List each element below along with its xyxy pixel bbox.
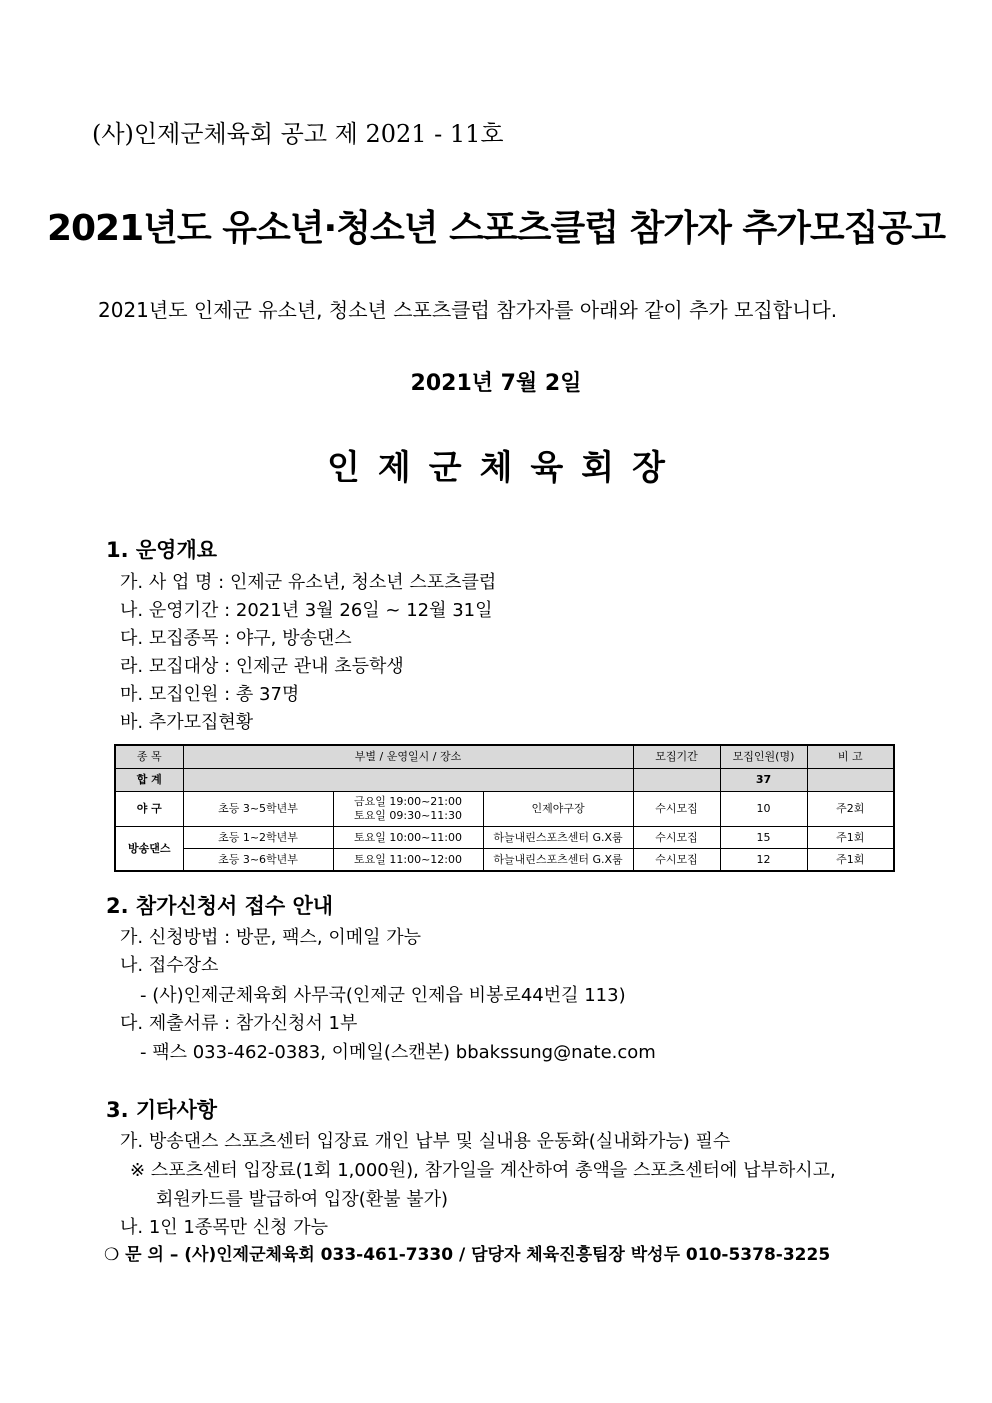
note: 주1회 [807, 849, 894, 872]
intro-text: 2021년도 인제군 유소년, 청소년 스포츠클럽 참가자를 아래와 같이 추가 모집합니다. [98, 298, 838, 322]
count: 10 [720, 792, 807, 827]
overview-item-status: 바. 추가모집현황 [120, 712, 254, 733]
apply-docs: 다. 제출서류 : 참가신청서 1부 [120, 1013, 358, 1034]
notice-number: (사)인제군체육회 공고 제 2021 - 11호 [92, 120, 504, 148]
table-row [115, 792, 894, 827]
overview-item-sports: 다. 모집종목 : 야구, 방송댄스 [120, 628, 352, 649]
period: 수시모집 [633, 827, 720, 849]
apply-place: - (사)인제군체육회 사무국(인제군 인제읍 비봉로44번길 113) [140, 985, 626, 1006]
overview-item-period: 나. 운영기간 : 2021년 3월 26일 ~ 12월 31일 [120, 600, 493, 621]
misc-note-line1: ※ 스포츠센터 입장료(1회 1,000원), 참가일을 계산하여 총액을 스포츠센터에 납부하시고, [130, 1160, 836, 1181]
total-period-blank [633, 769, 720, 792]
note: 주2회 [807, 792, 894, 827]
note: 주1회 [807, 827, 894, 849]
schedule: 토요일 11:00~12:00 [333, 849, 483, 872]
total-blank [183, 769, 633, 792]
schedule [333, 792, 483, 827]
page-title: 2021년도 유소년·청소년 스포츠클럽 참가자 추가모집공고 [46, 208, 946, 249]
division: 초등 3~5학년부 [183, 792, 333, 827]
header-note: 비 고 [807, 745, 894, 769]
section1-heading: 1. 운영개요 [106, 538, 218, 562]
count: 15 [720, 827, 807, 849]
header-division: 부별 / 운영일시 / 장소 [183, 745, 633, 769]
total-count: 37 [720, 769, 807, 792]
misc-item-dance: 가. 방송댄스 스포츠센터 입장료 개인 납부 및 실내용 운동화(실내화가능) 필수 [120, 1131, 731, 1152]
apply-method: 가. 신청방법 : 방문, 팩스, 이메일 가능 [120, 927, 421, 948]
header-sport: 종 목 [115, 745, 183, 769]
count: 12 [720, 849, 807, 872]
total-note-blank [807, 769, 894, 792]
period: 수시모집 [633, 792, 720, 827]
apply-place-label: 나. 접수장소 [120, 955, 219, 976]
section2-heading: 2. 참가신청서 접수 안내 [106, 894, 334, 918]
schedule: 토요일 10:00~11:00 [333, 827, 483, 849]
total-label: 합 계 [115, 769, 183, 792]
sport-dance: 방송댄스 [115, 827, 183, 872]
recruit-status-table [114, 744, 895, 872]
table-total-row [115, 769, 894, 792]
misc-item-limit: 나. 1인 1종목만 신청 가능 [120, 1217, 329, 1238]
header-period: 모집기간 [633, 745, 720, 769]
schedule-line: 토요일 09:30~11:30 [354, 809, 462, 822]
table-row [115, 849, 894, 872]
division: 초등 3~6학년부 [183, 849, 333, 872]
place: 하늘내린스포츠센터 G.X룸 [483, 849, 633, 872]
apply-contact: - 팩스 033-462-0383, 이메일(스캔본) bbakssung@nate.com [140, 1042, 656, 1063]
sport-baseball: 야 구 [115, 792, 183, 827]
overview-item-target: 라. 모집대상 : 인제군 관내 초등학생 [120, 656, 404, 677]
overview-item-count: 마. 모집인원 : 총 37명 [120, 684, 300, 705]
section3-heading: 3. 기타사항 [106, 1098, 218, 1122]
schedule-line: 금요일 19:00~21:00 [354, 795, 462, 808]
division: 초등 1~2학년부 [183, 827, 333, 849]
notice-date: 2021년 7월 2일 [410, 371, 582, 396]
table-row [115, 827, 894, 849]
overview-item-name: 가. 사 업 명 : 인제군 유소년, 청소년 스포츠클럽 [120, 572, 497, 593]
table-header-row [115, 745, 894, 769]
signer: 인제군체육회장 [327, 448, 683, 488]
place: 인제야구장 [483, 792, 633, 827]
place: 하늘내린스포츠센터 G.X룸 [483, 827, 633, 849]
misc-note-line2: 회원카드를 발급하여 입장(환불 불가) [156, 1189, 449, 1210]
inquiry-line: ❍ 문 의 – (사)인제군체육회 033-461-7330 / 담당자 체육진흥팀장 박성두 010-5378-3225 [104, 1245, 831, 1265]
header-count: 모집인원(명) [720, 745, 807, 769]
period: 수시모집 [633, 849, 720, 872]
